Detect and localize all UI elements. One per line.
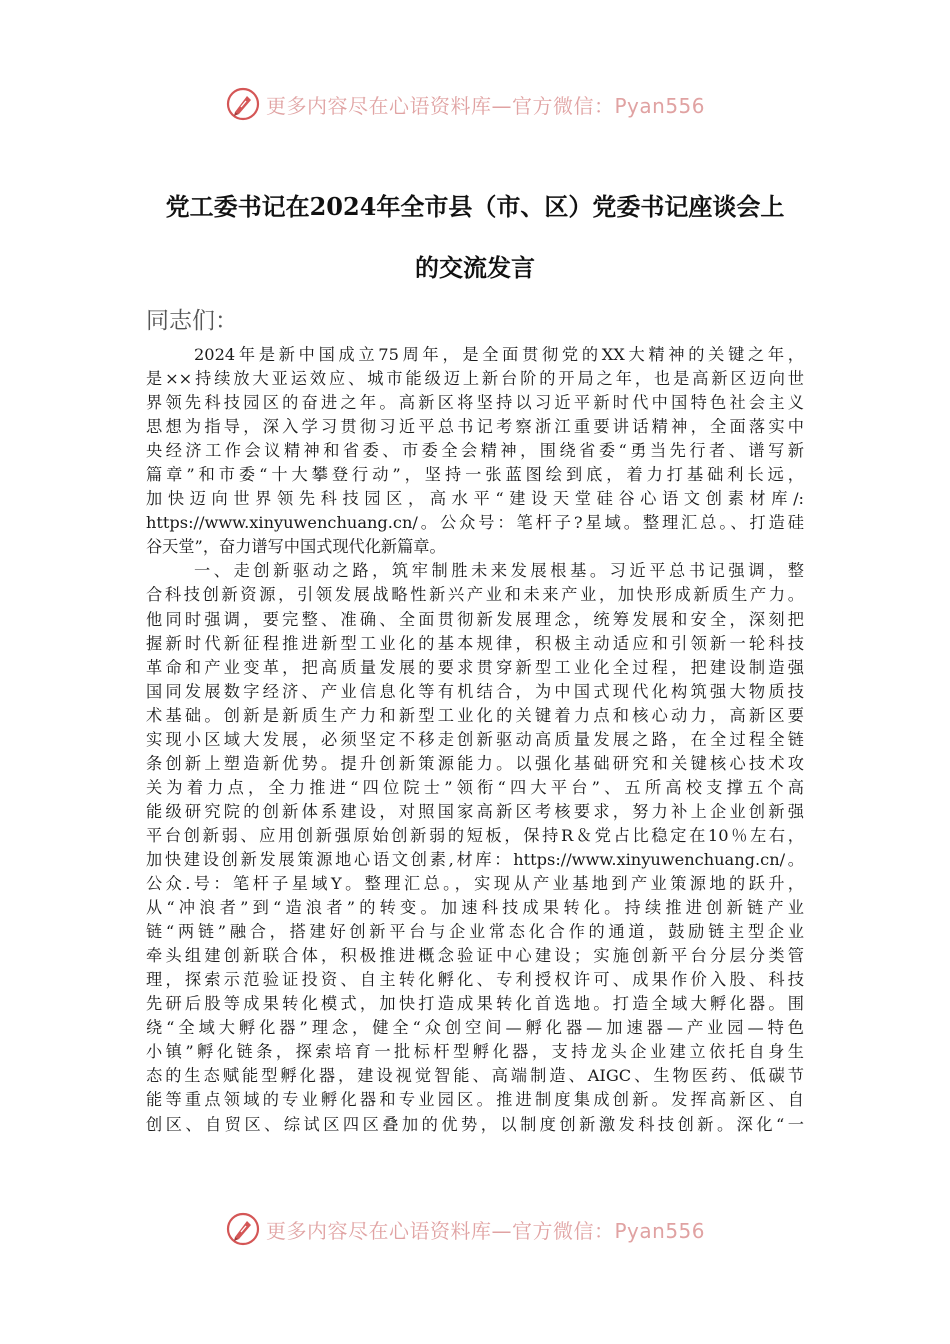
text-line: 平台创新弱、应用创新强原始创新弱的短板，保持R＆党占比稳定在10％左右， [146,825,804,845]
pen-nib-circle-icon [226,87,260,121]
text-line: 从“冲浪者”到“造浪者”的转变。加速科技成果转化。持续推进创新链产业 [146,898,804,918]
text-line: 央经济工作会议精神和省委、市委全会精神，围绕省委“勇当先行者、谱写新 [146,441,804,461]
speech-body [146,343,804,1137]
salutation: 同志们： [146,308,238,334]
text-line: 牵头组建创新联合体，积极推进概念验证中心建设；实施创新平台分层分类管 [146,946,804,966]
text-line: 能级研究院的创新体系建设，对照国家高新区考核要求，努力补上企业创新强 [146,801,804,821]
text-line: 是××持续放大亚运效应、城市能级迈上新台阶的开局之年，也是高新区迈向世 [146,369,804,389]
pen-nib-circle-icon [226,1212,260,1246]
text-line: 条创新上塑造新优势。提升创新策源能力。以强化基础研究和关键核心技术攻 [146,753,804,773]
text-line: 小镇”孵化链条，探索培育一批标杆型孵化器，支持龙头企业建立依托自身生 [146,1042,804,1062]
text-line: 能等重点领域的专业孵化器和专业园区。推进制度集成创新。发挥高新区、自 [146,1090,804,1110]
footer-watermark-banner [226,1209,746,1249]
text-line: 篇章”和市委“十大攀登行动”，坚持一张蓝图绘到底，着力打基础利长远， [146,465,804,485]
title-line: 的交流发言 [415,253,535,282]
text-line: 他同时强调，要完整、准确、全面贯彻新发展理念，统筹发展和安全，深刻把 [146,609,804,629]
text-line: 态的生态赋能型孵化器，建设视觉智能、高端制造、AIGC、生物医药、低碳节 [146,1066,804,1086]
text-line: 链“两链”融合，搭建好创新平台与企业常态化合作的通道，鼓励链主型企业 [146,922,804,942]
text-line: 加快建设创新发展策源地心语文创素,材库：https://www.xinyuwenchuang.cn/。 [146,849,804,869]
text-line: 思想为指导，深入学习贯彻习近平总书记考察浙江重要讲话精神，全面落实中 [146,417,804,437]
watermark-text: 更多内容尽在心语资料库—官方微信：Pyan556 [266,93,706,118]
document-title [120,176,830,298]
text-line: 握新时代新征程推进新型工业化的基本规律，积极主动适应和引领新一轮科技 [146,633,804,653]
text-line: 创区、自贸区、综试区四区叠加的优势，以制度创新激发科技创新。深化“一 [146,1114,804,1134]
text-line: 公众.号：笔杆子星域Y。整理汇总。，实现从产业基地到产业策源地的跃升， [146,874,804,894]
text-line: 革命和产业变革，把高质量发展的要求贯穿新型工业化全过程，把建设制造强 [146,657,804,677]
text-line: 国同发展数字经济、产业信息化等有机结合，为中国式现代化构筑强大物质技 [146,681,804,701]
text-line: 加快迈向世界领先科技园区，高水平“建设天堂硅谷心语文创素材库/: [146,489,804,509]
text-line: 谷天堂”，奋力谱写中国式现代化新篇章。 [146,537,446,557]
text-line: 2024年是新中国成立75周年，是全面贯彻党的XX大精神的关键之年， [194,345,804,364]
text-line: 绕“全域大孵化器”理念，健全“众创空间—孵化器—加速器—产业园—特色 [146,1018,804,1038]
text-line: 先研后股等成果转化模式，加快打造成果转化首选地。打造全域大孵化器。围 [146,994,804,1014]
text-line: 合科技创新资源，引领发展战略性新兴产业和未来产业，加快形成新质生产力。 [146,585,804,605]
text-line: 理，探索示范验证投资、自主转化孵化、专利授权许可、成果作价入股、科技 [146,970,804,990]
header-watermark-banner [226,84,746,124]
text-line: https://www.xinyuwenchuang.cn/。公众号：笔杆子?星域。整理汇总。、打造硅 [146,513,804,533]
text-line: 一、走创新驱动之路，筑牢制胜未来发展根基。习近平总书记强调，整 [194,561,804,581]
watermark-text: 更多内容尽在心语资料库—官方微信：Pyan556 [266,1218,706,1243]
title-line: 党工委书记在2024年全市县（市、区）党委书记座谈会上 [165,192,785,221]
text-line: 术基础。创新是新质生产力和新型工业化的关键着力点和核心动力，高新区要 [146,705,804,725]
text-line: 界领先科技园区的奋进之年。高新区将坚持以习近平新时代中国特色社会主义 [146,393,804,413]
text-line: 实现小区域大发展，必须坚定不移走创新驱动高质量发展之路，在全过程全链 [146,729,804,749]
text-line: 关为着力点，全力推进“四位院士”领衔“四大平台”、五所高校支撑五个高 [146,777,804,797]
